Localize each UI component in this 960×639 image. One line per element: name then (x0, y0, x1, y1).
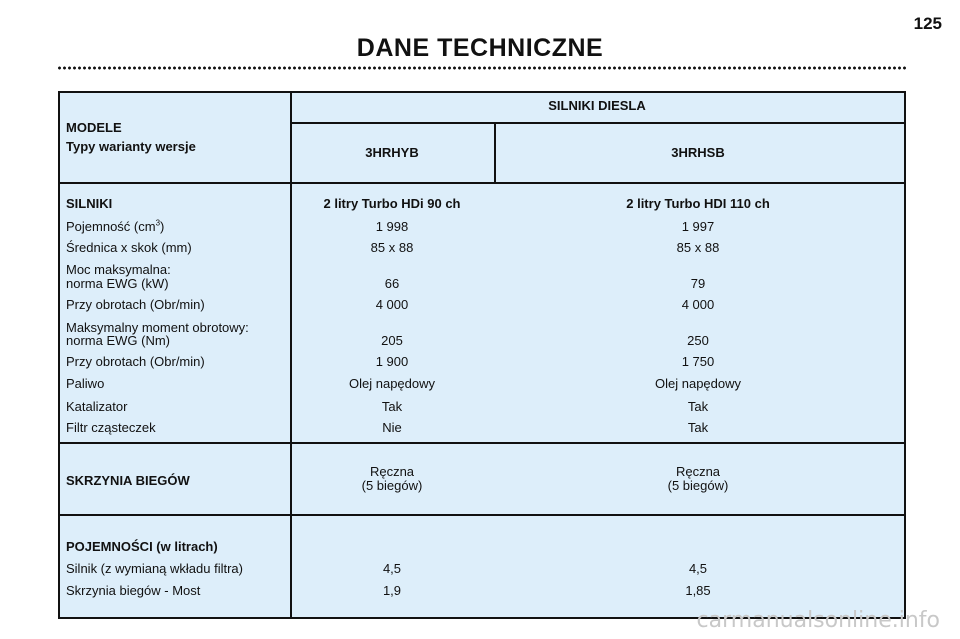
bore-stroke-value-2: 85 x 88 (676, 240, 720, 255)
types-label: Typy warianty wersje (66, 139, 196, 154)
row-divider-engines (60, 442, 904, 444)
displacement-value-1: 1 998 (375, 219, 409, 234)
row-label-particle-filter: Filtr cząsteczek (66, 420, 156, 435)
row-label-max-torque: Maksymalny moment obrotowy: (66, 320, 249, 335)
watermark: carmanualsonline.info (696, 608, 940, 633)
fuel-value-2: Olej napędowy (655, 376, 741, 391)
row-label-catalyst: Katalizator (66, 399, 128, 414)
row-label-max-power-norm: norma EWG (kW) (66, 276, 169, 291)
dotted-divider (57, 66, 907, 70)
gearbox-value-1-line1: Ręczna (369, 464, 415, 479)
bore-stroke-value-1: 85 x 88 (370, 240, 414, 255)
particle-filter-value-1: Nie (382, 420, 402, 435)
fuel-value-1: Olej napędowy (349, 376, 435, 391)
row-label-power-rpm: Przy obrotach (Obr/min) (66, 297, 205, 312)
row-divider-header (60, 182, 904, 184)
power-rpm-value-2: 4 000 (681, 297, 715, 312)
row-label-engine-oil: Silnik (z wymianą wkładu filtra) (66, 561, 243, 576)
engine-oil-value-1: 4,5 (382, 561, 402, 576)
particle-filter-value-2: Tak (687, 420, 709, 435)
models-label: MODELE (66, 120, 122, 135)
catalyst-value-1: Tak (381, 399, 403, 414)
engine-name-1: 2 litry Turbo HDi 90 ch (323, 196, 461, 211)
gearbox-value-2-line1: Ręczna (675, 464, 721, 479)
column-header-3hrhsb: 3HRHSB (671, 145, 725, 160)
row-label-bore-stroke: Średnica x skok (mm) (66, 240, 192, 255)
torque-rpm-value-2: 1 750 (681, 354, 715, 369)
row-label-gearbox-axle: Skrzynia biegów - Most (66, 583, 201, 598)
gearbox-label: SKRZYNIA BIEGÓW (66, 473, 190, 488)
engine-oil-value-2: 4,5 (688, 561, 708, 576)
page-title: DANE TECHNICZNE (356, 34, 604, 62)
max-torque-value-1: 205 (381, 333, 403, 348)
gearbox-value-1-line2: (5 biegów) (361, 478, 423, 493)
row-label-torque-rpm: Przy obrotach (Obr/min) (66, 354, 205, 369)
max-power-value-1: 66 (384, 276, 400, 291)
row-label-max-torque-norm: norma EWG (Nm) (66, 333, 170, 348)
column-header-3hrhyb: 3HRHYB (365, 145, 419, 160)
capacities-label: POJEMNOŚCI (w litrach) (66, 539, 218, 554)
torque-rpm-value-1: 1 900 (375, 354, 409, 369)
displacement-value-2: 1 997 (681, 219, 715, 234)
engine-name-2: 2 litry Turbo HDI 110 ch (626, 196, 770, 211)
diesel-engines-header: SILNIKI DIESLA (548, 98, 646, 113)
row-label-displacement: Pojemność $(cm^3)$ (66, 218, 165, 234)
catalyst-value-2: Tak (687, 399, 709, 414)
page-number: 125 (913, 14, 942, 33)
engines-section-label: SILNIKI (66, 196, 113, 211)
header-divider (290, 122, 904, 124)
max-power-value-2: 79 (690, 276, 706, 291)
row-label-max-power: Moc maksymalna: (66, 262, 171, 277)
power-rpm-value-1: 4 000 (375, 297, 409, 312)
gearbox-axle-value-2: 1,85 (685, 583, 711, 598)
row-label-fuel: Paliwo (66, 376, 105, 391)
gearbox-value-2-line2: (5 biegów) (667, 478, 729, 493)
row-divider-gearbox (60, 514, 904, 516)
max-torque-value-2: 250 (687, 333, 709, 348)
gearbox-axle-value-1: 1,9 (382, 583, 402, 598)
